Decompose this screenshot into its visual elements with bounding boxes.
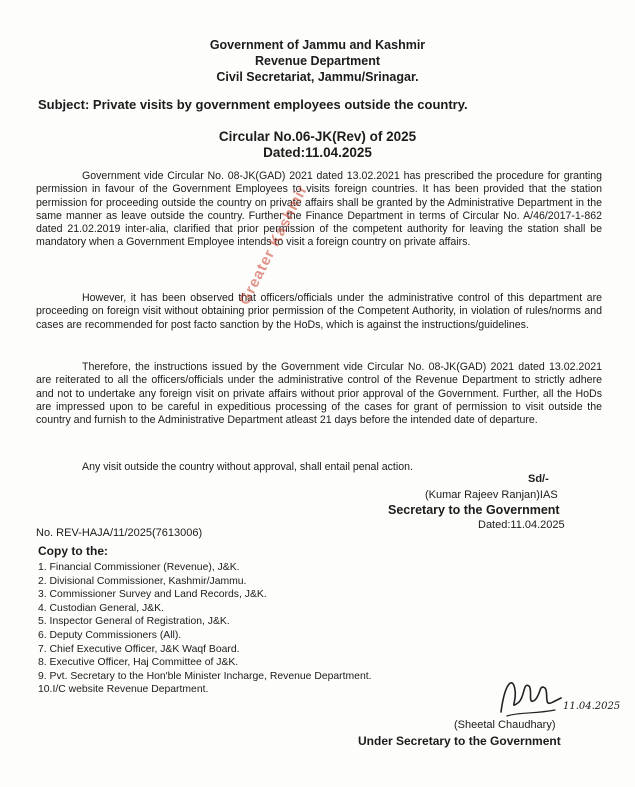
sd-mark: Sd/- — [528, 473, 549, 485]
list-item: 1. Financial Commissioner (Revenue), J&K. — [38, 562, 240, 573]
copy-to-list — [38, 561, 372, 697]
body-paragraph-4: Any visit outside the country without approval, shall entail penal action. — [82, 461, 413, 473]
body-paragraph-3: Therefore, the instructions issued by the Government vide Circular No. 08-JK(GAD) 2021 dated 13.02.2021 are reiterated to all the officers/officials under the administrative control of the Revenue Department to strictly adhere and not to undertake any foreign visit on private affairs without prior approval of the Government. Further, all the HoDs are impressed upon to be careful in expeditious processing of the cases for grant of permission to visit outside the country and furnish to the Administrative Department atleast 21 days before the intended date of departure. — [36, 361, 602, 427]
header-secretariat: Civil Secretariat, Jammu/Srinagar. — [216, 70, 419, 84]
list-item: 5. Inspector General of Registration, J&K. — [38, 616, 230, 628]
watermark-text: Greater Kashmir — [236, 181, 312, 308]
handwritten-date: 11.04.2025 — [563, 701, 621, 712]
list-item: 3. Commissioner Survey and Land Records, J&K. — [38, 589, 267, 601]
body-paragraph-2: However, it has been observed that officers/officials under the administrative control of this department are proceeding on foreign visit without obtaining prior permission of the Competent Authority, in violation of rules/norms and cases are recommended for post facto sanction by the HoDs, which is against the instructions/guidelines. — [36, 292, 602, 331]
subject-line: Subject: Private visits by government employees outside the country. — [38, 97, 468, 112]
list-item: 9. Pvt. Secretary to the Hon'ble Minister Incharge, Revenue Department. — [38, 670, 372, 682]
body-paragraph-1: Government vide Circular No. 08-JK(GAD) 2021 dated 13.02.2021 has prescribed the procedure for granting permission in favour of the Government Employees to visits foreign countries. It has been provided that the station permission for proceeding outside the country on private affairs shall be granted by the Administrative Department in the same manner as leave outside the country. Further the Finance Department in terms of Circular No. A/46/2017-1-862 dated 21.02.2019 inter-alia, clarified that prior permission of the competent authority for leaving the station shall be mandatory when a Government Employee intends to visit a foreign country on private affairs. — [36, 170, 602, 249]
list-item: 10.I/C website Revenue Department. — [38, 684, 209, 696]
handwritten-signature — [495, 672, 565, 722]
signatory-date: Dated:11.04.2025 — [478, 519, 565, 531]
circular-date: Dated:11.04.2025 — [263, 145, 372, 160]
signatory-name: (Kumar Rajeev Ranjan)IAS — [425, 489, 558, 501]
list-item: 2. Divisional Commissioner, Kashmir/Jammu. — [38, 575, 247, 587]
list-item: 4. Custodian General, J&K. — [38, 602, 164, 614]
signatory-designation: Secretary to the Government — [388, 503, 560, 517]
copy-to-heading: Copy to the: — [38, 544, 108, 558]
reference-number: No. REV-HAJA/11/2025(7613006) — [36, 527, 203, 539]
under-secretary-name: (Sheetal Chaudhary) — [454, 719, 556, 731]
header-government: Government of Jammu and Kashmir — [209, 38, 426, 52]
under-secretary-designation: Under Secretary to the Government — [358, 734, 561, 748]
circular-number: Circular No.06-JK(Rev) of 2025 — [218, 129, 417, 144]
header-department: Revenue Department — [254, 54, 381, 68]
list-item: 8. Executive Officer, Haj Committee of J&K. — [38, 657, 239, 669]
list-item: 6. Deputy Commissioners (All). — [38, 629, 182, 641]
list-item: 7. Chief Executive Officer, J&K Waqf Board. — [38, 643, 240, 655]
